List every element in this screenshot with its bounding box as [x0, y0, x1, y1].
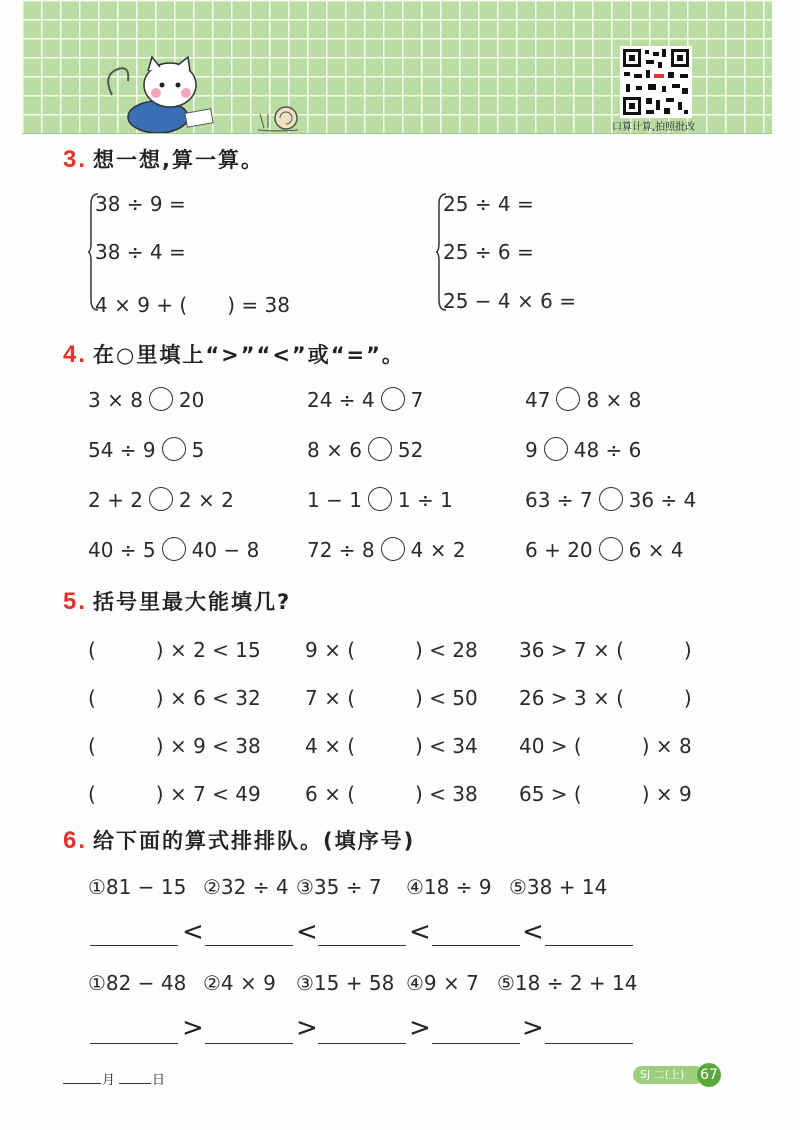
order-expr: ⑤18 ÷ 2 + 14	[497, 971, 638, 995]
less-than-sign: <	[522, 917, 544, 947]
answer-blank[interactable]	[545, 945, 633, 946]
compare-item: 24 ÷ 4 7	[307, 388, 424, 412]
compare-item: 8 × 6 52	[307, 438, 424, 462]
fill-item[interactable]: 9 × ( ) < 28	[305, 638, 478, 662]
section-6-title: 6. 给下面的算式排排队。(填序号)	[63, 827, 416, 854]
less-than-sign: <	[182, 917, 204, 947]
fill-item[interactable]: ( ) × 2 < 15	[88, 638, 261, 662]
answer-blank[interactable]	[90, 1043, 178, 1044]
day-blank[interactable]	[119, 1083, 151, 1084]
order-expr: ④9 × 7	[406, 971, 479, 995]
order-expr: ③15 + 58	[296, 971, 395, 995]
order-expr: ⑤38 + 14	[509, 875, 608, 899]
greater-than-sign: >	[296, 1013, 318, 1043]
order-expr: ①81 − 15	[88, 875, 187, 899]
order-expr: ③35 ÷ 7	[296, 875, 382, 899]
month-blank[interactable]	[63, 1083, 101, 1084]
answer-blank[interactable]	[205, 1043, 293, 1044]
answer-circle[interactable]	[149, 487, 173, 511]
order-expr: ②32 ÷ 4	[203, 875, 289, 899]
answer-circle[interactable]	[556, 387, 580, 411]
page-number: 67	[697, 1063, 721, 1087]
answer-circle[interactable]	[381, 387, 405, 411]
order-expr: ④18 ÷ 9	[406, 875, 492, 899]
order-expr: ①82 − 48	[88, 971, 187, 995]
answer-circle[interactable]	[368, 437, 392, 461]
fill-item[interactable]: 65 > ( ) × 9	[519, 782, 692, 806]
sec3-left-1: 38 ÷ 9 =	[95, 192, 186, 216]
less-than-sign: <	[409, 917, 431, 947]
fill-item[interactable]: ( ) × 9 < 38	[88, 734, 261, 758]
fill-item[interactable]: ( ) × 7 < 49	[88, 782, 261, 806]
compare-item: 72 ÷ 8 4 × 2	[307, 538, 466, 562]
compare-item: 54 ÷ 9 5	[88, 438, 205, 462]
fill-item[interactable]: ( ) × 6 < 32	[88, 686, 261, 710]
sec3-right-2: 25 ÷ 6 =	[443, 240, 534, 264]
answer-circle[interactable]	[599, 537, 623, 561]
answer-circle[interactable]	[544, 437, 568, 461]
answer-blank[interactable]	[318, 945, 406, 946]
answer-circle[interactable]	[149, 387, 173, 411]
fill-item[interactable]: 36 > 7 × ( )	[519, 638, 692, 662]
compare-item: 2 + 2 2 × 2	[88, 488, 234, 512]
month-label: 月	[102, 1073, 116, 1088]
sec3-left-3: 4 × 9 + ( ) = 38	[95, 293, 290, 317]
book-badge: SJ 二(上)	[633, 1066, 704, 1084]
compare-item: 40 ÷ 5 40 − 8	[88, 538, 260, 562]
compare-item: 3 × 8 20	[88, 388, 205, 412]
qr-caption: 口算计算,拍照批改	[612, 122, 696, 133]
fill-item[interactable]: 4 × ( ) < 34	[305, 734, 478, 758]
greater-than-sign: >	[409, 1013, 431, 1043]
compare-item: 6 + 20 6 × 4	[525, 538, 684, 562]
section-4-title: 4. 在○里填上“>”“<”或“=”。	[63, 341, 405, 368]
section-5-title: 5. 括号里最大能填几?	[63, 588, 292, 615]
section-3-title: 3. 想一想,算一算。	[63, 146, 264, 173]
sec3-right-3: 25 − 4 × 6 =	[443, 289, 576, 313]
day-label: 日	[152, 1073, 166, 1088]
answer-circle[interactable]	[162, 437, 186, 461]
qr-code-icon[interactable]	[620, 46, 692, 118]
compare-item: 63 ÷ 7 36 ÷ 4	[525, 488, 697, 512]
order-expr: ②4 × 9	[203, 971, 276, 995]
greater-than-sign: >	[522, 1013, 544, 1043]
fill-item[interactable]: 40 > ( ) × 8	[519, 734, 692, 758]
answer-circle[interactable]	[368, 487, 392, 511]
greater-than-sign: >	[182, 1013, 204, 1043]
answer-blank[interactable]	[545, 1043, 633, 1044]
fill-item[interactable]: 26 > 3 × ( )	[519, 686, 692, 710]
answer-blank[interactable]	[318, 1043, 406, 1044]
less-than-sign: <	[296, 917, 318, 947]
snail-illustration	[254, 100, 302, 133]
fill-item[interactable]: 7 × ( ) < 50	[305, 686, 478, 710]
answer-blank[interactable]	[432, 1043, 520, 1044]
sec3-left-2: 38 ÷ 4 =	[95, 240, 186, 264]
answer-blank[interactable]	[90, 945, 178, 946]
sec3-right-1: 25 ÷ 4 =	[443, 192, 534, 216]
compare-item: 47 8 × 8	[525, 388, 642, 412]
answer-blank[interactable]	[432, 945, 520, 946]
header-banner	[22, 0, 772, 134]
answer-blank[interactable]	[205, 945, 293, 946]
compare-item: 9 48 ÷ 6	[525, 438, 642, 462]
compare-item: 1 − 1 1 ÷ 1	[307, 488, 453, 512]
fill-item[interactable]: 6 × ( ) < 38	[305, 782, 478, 806]
answer-circle[interactable]	[162, 537, 186, 561]
cat-illustration	[100, 55, 230, 133]
answer-circle[interactable]	[599, 487, 623, 511]
answer-circle[interactable]	[381, 537, 405, 561]
